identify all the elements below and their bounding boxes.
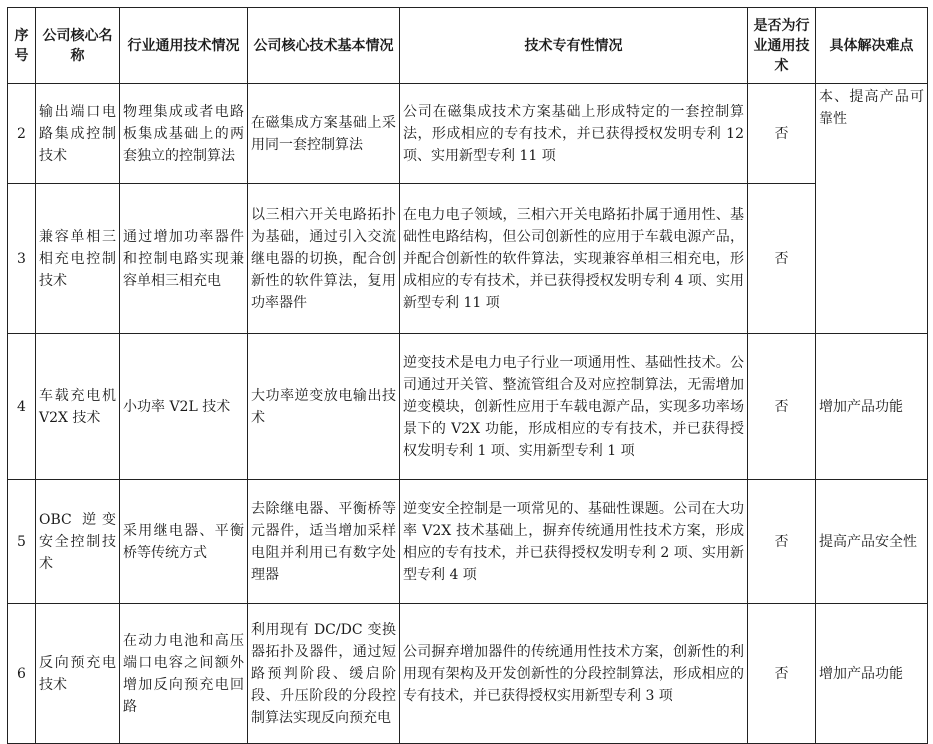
cell-basic: 利用现有 DC/DC 变换器拓扑及器件，通过短路预判阶段、缓启阶段、升压阶段的分段控制算法实现反向预充电	[248, 604, 400, 744]
cell-is-general: 否	[748, 184, 816, 334]
cell-seq: 2	[8, 84, 36, 184]
cell-seq: 5	[8, 480, 36, 604]
cell-industry: 在动力电池和高压端口电容之间额外增加反向预充电回路	[120, 604, 248, 744]
header-name: 公司核心名称	[36, 8, 120, 84]
cell-proprietary: 逆变安全控制是一项常见的、基础性课题。公司在大功率 V2X 技术基础上，摒弃传统通用性技术方案，形成相应的专有技术，并已获得授权发明专利 2 项、实用新型专利 4 项	[400, 480, 748, 604]
cell-proprietary: 公司摒弃增加器件的传统通用性技术方案，创新性的利用现有架构及开发创新性的分段控制算法，形成相应的专有技术，并已获得授权实用新型专利 3 项	[400, 604, 748, 744]
table-header-row	[8, 8, 928, 84]
header-basic-situation: 公司核心技术基本情况	[248, 8, 400, 84]
cell-proprietary: 逆变技术是电力电子行业一项通用性、基础性技术。公司通过开关管、整流管组合及对应控制算法，无需增加逆变模块，创新性应用于车载电源产品，实现多功率场景下的 V2X 功能，形成相应的专有技术，并已获得授权发明专利 1 项、实用新型专利 1 项	[400, 334, 748, 480]
header-industry-general: 行业通用技术情况	[120, 8, 248, 84]
cell-is-general: 否	[748, 480, 816, 604]
table-row	[8, 334, 928, 480]
cell-seq: 3	[8, 184, 36, 334]
table-row	[8, 184, 928, 334]
header-seq: 序号	[8, 8, 36, 84]
cell-is-general: 否	[748, 604, 816, 744]
cell-seq: 6	[8, 604, 36, 744]
table-row	[8, 84, 928, 184]
cell-proprietary: 在电力电子领域，三相六开关电路拓扑属于通用性、基础性电路结构，但公司创新性的应用于车载电源产品，并配合创新性的软件算法，实现兼容单相三相充电，形成相应的专有技术，并已获得授权发明专利 4 项、实用新型专利 11 项	[400, 184, 748, 334]
cell-basic: 去除继电器、平衡桥等元器件，适当增加采样电阻并利用已有数字处理器	[248, 480, 400, 604]
cell-name: 车载充电机 V2X 技术	[36, 334, 120, 480]
cell-proprietary: 公司在磁集成技术方案基础上形成特定的一套控制算法，形成相应的专有技术，并已获得授权发明专利 12 项、实用新型专利 11 项	[400, 84, 748, 184]
cell-industry: 小功率 V2L 技术	[120, 334, 248, 480]
core-technology-table	[7, 7, 928, 744]
cell-difficulty: 增加产品功能	[816, 604, 928, 744]
cell-difficulty: 增加产品功能	[816, 334, 928, 480]
header-is-general: 是否为行业通用技术	[748, 8, 816, 84]
cell-seq: 4	[8, 334, 36, 480]
cell-is-general: 否	[748, 334, 816, 480]
header-proprietary: 技术专有性情况	[400, 8, 748, 84]
cell-name: OBC 逆变安全控制技术	[36, 480, 120, 604]
cell-name: 反向预充电技术	[36, 604, 120, 744]
cell-industry: 通过增加功率器件和控制电路实现兼容单相三相充电	[120, 184, 248, 334]
table-row	[8, 480, 928, 604]
cell-difficulty: 提高产品安全性	[816, 480, 928, 604]
cell-industry: 物理集成或者电路板集成基础上的两套独立的控制算法	[120, 84, 248, 184]
cell-industry: 采用继电器、平衡桥等传统方式	[120, 480, 248, 604]
cell-is-general: 否	[748, 84, 816, 184]
table-row	[8, 604, 928, 744]
cell-basic: 在磁集成方案基础上采用同一套控制算法	[248, 84, 400, 184]
cell-basic: 大功率逆变放电输出技术	[248, 334, 400, 480]
cell-name: 兼容单相三相充电控制技术	[36, 184, 120, 334]
cell-difficulty: 本、提高产品可靠性	[816, 84, 928, 334]
cell-name: 输出端口电路集成控制技术	[36, 84, 120, 184]
document-page	[7, 7, 927, 744]
cell-basic: 以三相六开关电路拓扑为基础，通过引入交流继电器的切换，配合创新性的软件算法，复用功率器件	[248, 184, 400, 334]
header-difficulty: 具体解决难点	[816, 8, 928, 84]
